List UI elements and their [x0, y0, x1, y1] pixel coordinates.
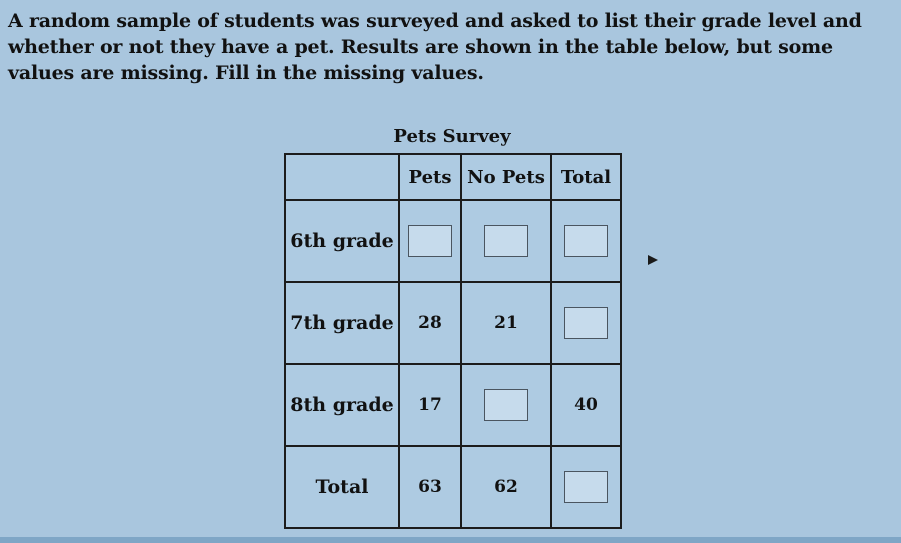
- cell-total-pets: 63: [399, 446, 461, 528]
- header-no-pets: No Pets: [461, 154, 551, 200]
- row-label-6th-grade: 6th grade: [285, 200, 399, 282]
- header-pets: Pets: [399, 154, 461, 200]
- cell-6th-total: [551, 200, 621, 282]
- cell-8th-total: 40: [551, 364, 621, 446]
- answer-input-grand-total[interactable]: [564, 471, 608, 503]
- table-caption: Pets Survey: [393, 126, 511, 147]
- answer-input-6th-total[interactable]: [564, 225, 608, 257]
- cell-total-no-pets: 62: [461, 446, 551, 528]
- cell-6th-no-pets: [461, 200, 551, 282]
- pets-survey-table: [284, 153, 622, 529]
- cell-grand-total: [551, 446, 621, 528]
- cell-6th-pets: [399, 200, 461, 282]
- cell-7th-pets: 28: [399, 282, 461, 364]
- answer-input-6th-pets[interactable]: [408, 225, 452, 257]
- cell-8th-no-pets: [461, 364, 551, 446]
- row-label-8th-grade: 8th grade: [285, 364, 399, 446]
- row-label-total: Total: [285, 446, 399, 528]
- screen-bottom-edge: [0, 537, 901, 543]
- cell-8th-pets: 17: [399, 364, 461, 446]
- mouse-pointer-icon: [648, 255, 658, 265]
- table-row: [285, 282, 621, 364]
- table-row: [285, 200, 621, 282]
- answer-input-8th-no-pets[interactable]: [484, 389, 528, 421]
- table-row: [285, 446, 621, 528]
- header-total: Total: [551, 154, 621, 200]
- header-corner: [285, 154, 399, 200]
- table-row: [285, 364, 621, 446]
- table-header-row: [285, 154, 621, 200]
- answer-input-6th-no-pets[interactable]: [484, 225, 528, 257]
- row-label-7th-grade: 7th grade: [285, 282, 399, 364]
- cell-7th-no-pets: 21: [461, 282, 551, 364]
- cell-7th-total: [551, 282, 621, 364]
- question-prompt: A random sample of students was surveyed and asked to list their grade level and whether or not they have a pet. Results are shown in the table below, but some values are missing. Fill in the missing values.: [8, 10, 862, 84]
- answer-input-7th-total[interactable]: [564, 307, 608, 339]
